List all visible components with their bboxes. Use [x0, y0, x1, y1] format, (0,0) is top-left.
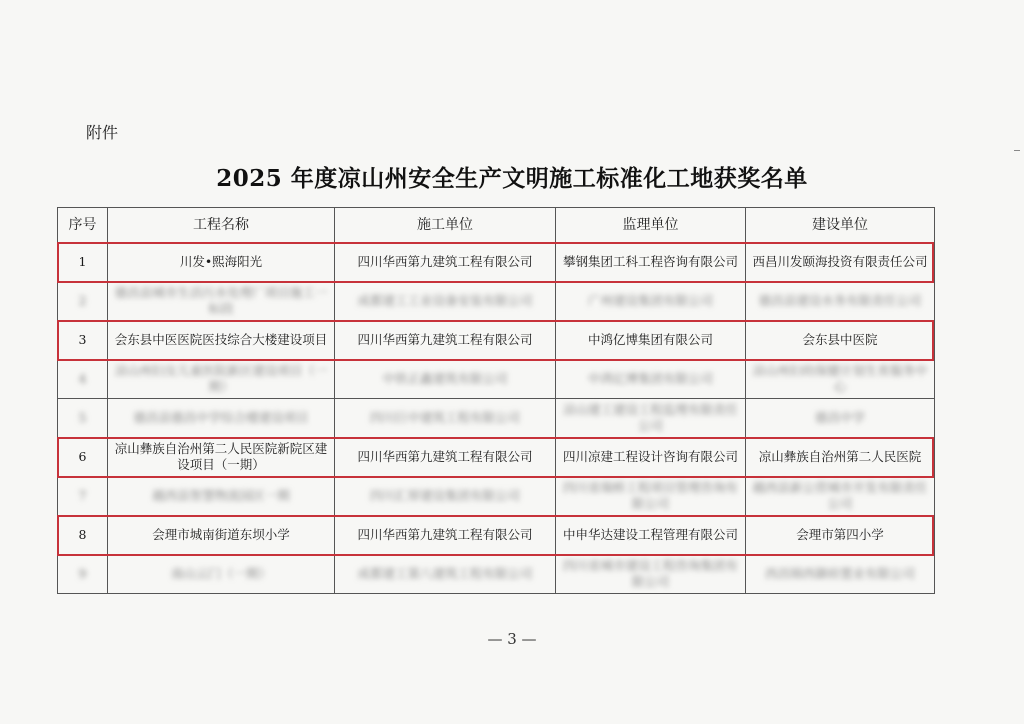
cell-no: 1 — [58, 243, 108, 282]
header-builder: 施工单位 — [335, 208, 556, 243]
header-supervisor: 监理单位 — [556, 208, 746, 243]
cell-no: 4 — [58, 360, 108, 399]
header-owner: 建设单位 — [746, 208, 935, 243]
cell-no: 7 — [58, 477, 108, 516]
cell-project: 会东县中医医院医技综合大楼建设项目 — [108, 321, 335, 360]
cell-no: 9 — [58, 555, 108, 594]
scan-edge-mark — [1014, 150, 1020, 151]
table-row — [58, 516, 935, 555]
table-row — [58, 399, 935, 438]
cell-builder: 四川汇厚建设集团有限公司 — [335, 477, 556, 516]
cell-owner: 德昌中学 — [746, 399, 935, 438]
attachment-label: 附件 — [86, 123, 119, 142]
cell-project: 凉山州妇女儿童医院新区建设项目（一期） — [108, 360, 335, 399]
header-no: 序号 — [58, 208, 108, 243]
cell-builder: 四川华西第九建筑工程有限公司 — [335, 243, 556, 282]
cell-builder: 四川华西第九建筑工程有限公司 — [335, 438, 556, 477]
cell-project: 会理市城南街道东坝小学 — [108, 516, 335, 555]
cell-supervisor: 广州建设集团有限公司 — [556, 282, 746, 321]
cell-builder: 成都建工第八建筑工程有限公司 — [335, 555, 556, 594]
cell-supervisor: 四川省城市建设工程咨询集团有限公司 — [556, 555, 746, 594]
table-row — [58, 477, 935, 516]
cell-project: 凉山彝族自治州第二人民医院新院区建设项目（一期） — [108, 438, 335, 477]
cell-supervisor: 中申华达建设工程管理有限公司 — [556, 516, 746, 555]
cell-no: 3 — [58, 321, 108, 360]
cell-supervisor: 攀钢集团工科工程咨询有限公司 — [556, 243, 746, 282]
table-row — [58, 360, 935, 399]
table-header-row — [58, 208, 935, 243]
cell-no: 5 — [58, 399, 108, 438]
cell-builder: 四川巨中建筑工程有限公司 — [335, 399, 556, 438]
table-row — [58, 282, 935, 321]
cell-owner: 凉山彝族自治州第二人民医院 — [746, 438, 935, 477]
table-row — [58, 321, 935, 360]
cell-owner: 德昌县建设水务有限责任公司 — [746, 282, 935, 321]
cell-project: 德昌县德昌中学综合楼建设项目 — [108, 399, 335, 438]
cell-no: 6 — [58, 438, 108, 477]
cell-builder: 成都建工工业设备安装有限公司 — [335, 282, 556, 321]
cell-project: 川发•熙海阳光 — [108, 243, 335, 282]
cell-no: 8 — [58, 516, 108, 555]
table-row — [58, 438, 935, 477]
cell-builder: 四川华西第九建筑工程有限公司 — [335, 321, 556, 360]
table-row — [58, 555, 935, 594]
awards-table — [57, 207, 935, 594]
cell-project: 南山云门（一期） — [108, 555, 335, 594]
cell-builder: 中铁正鑫建筑有限公司 — [335, 360, 556, 399]
cell-supervisor: 中鸿亿博集团有限公司 — [556, 360, 746, 399]
cell-supervisor: 中鸿亿博集团有限公司 — [556, 321, 746, 360]
page-number: — 3 — — [487, 630, 537, 648]
cell-owner: 凉山州妇幼保健计划生育服务中心 — [746, 360, 935, 399]
cell-owner: 西昌锦西御府置业有限公司 — [746, 555, 935, 594]
cell-supervisor: 凉山建工建设工程监理有限责任公司 — [556, 399, 746, 438]
cell-owner: 会理市第四小学 — [746, 516, 935, 555]
cell-supervisor: 四川省瑞桥工程项目管理咨询有限公司 — [556, 477, 746, 516]
cell-owner: 会东县中医院 — [746, 321, 935, 360]
cell-owner: 越西县新公营城市开发有限责任公司 — [746, 477, 935, 516]
cell-no: 2 — [58, 282, 108, 321]
table-row — [58, 243, 935, 282]
cell-supervisor: 四川凉建工程设计咨询有限公司 — [556, 438, 746, 477]
header-project: 工程名称 — [108, 208, 335, 243]
cell-owner: 西昌川发颐海投资有限责任公司 — [746, 243, 935, 282]
cell-project: 越西县智慧物流园区一期 — [108, 477, 335, 516]
cell-project: 德昌县城市生活污水处理厂项目施工一标段 — [108, 282, 335, 321]
cell-builder: 四川华西第九建筑工程有限公司 — [335, 516, 556, 555]
page-title: 2025 年度凉山州安全生产文明施工标准化工地获奖名单 — [216, 165, 808, 192]
